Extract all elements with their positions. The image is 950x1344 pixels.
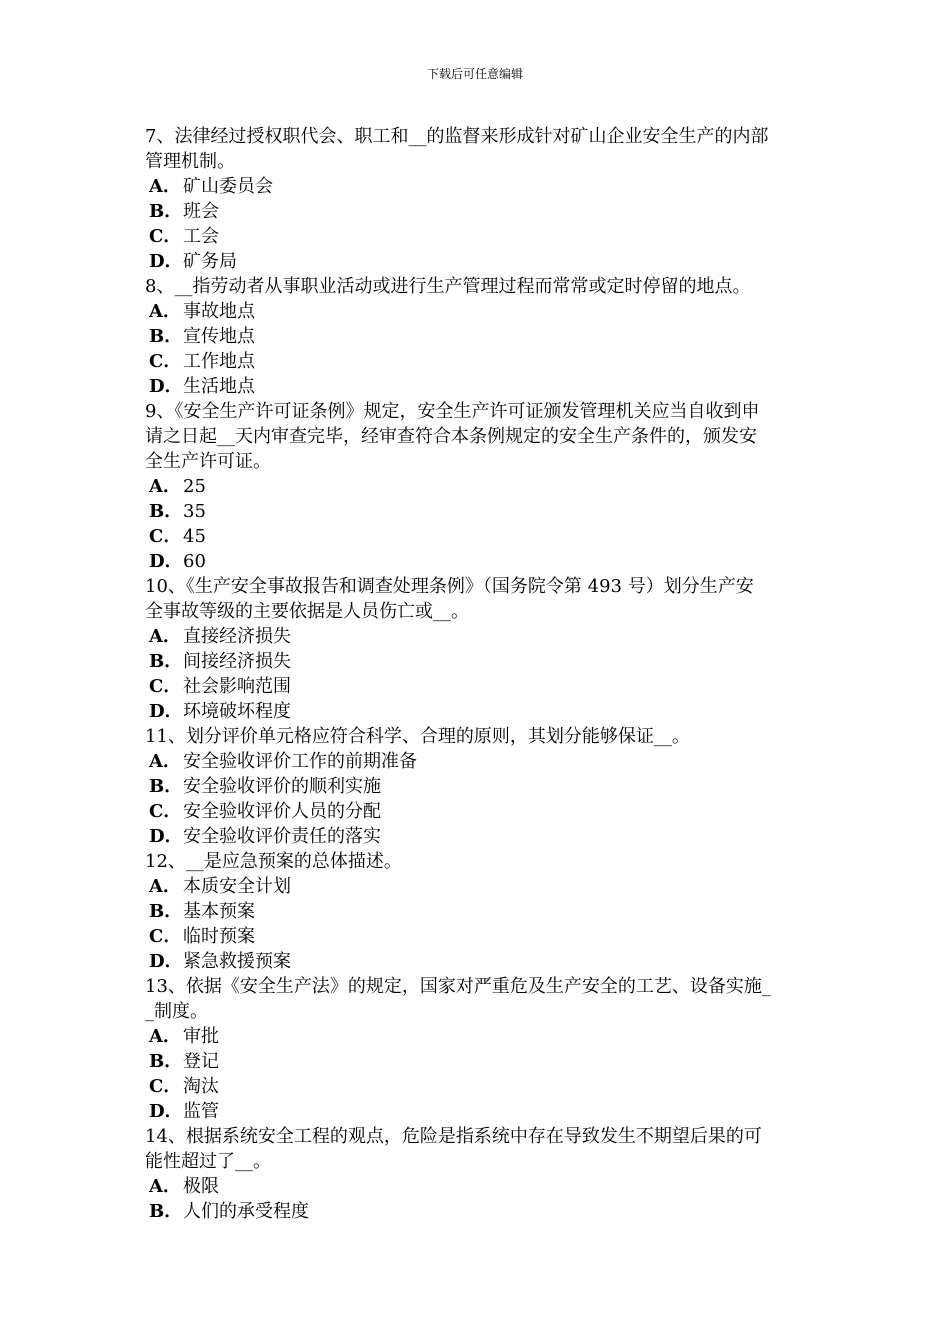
option-text: 登记 — [183, 1051, 219, 1072]
answer-option — [145, 874, 810, 899]
question-text-line: 全事故等级的主要依据是人员伤亡或__。 — [145, 601, 469, 622]
option-letter: C． — [149, 526, 182, 547]
option-letter: A． — [149, 301, 181, 322]
option-letter: C． — [149, 676, 182, 697]
question-text-line: 10、《生产安全事故报告和调查处理条例》（国务院令第 493 号）划分生产安 — [145, 576, 754, 597]
option-text: 安全验收评价工作的前期准备 — [183, 751, 417, 772]
option-text: 工作地点 — [183, 351, 255, 372]
option-letter: B． — [149, 1051, 183, 1072]
option-letter: C． — [149, 926, 182, 947]
answer-option — [145, 549, 810, 574]
option-letter: B． — [149, 901, 183, 922]
option-text: 临时预案 — [183, 926, 255, 947]
option-text: 安全验收评价责任的落实 — [183, 826, 381, 847]
option-letter: B． — [149, 201, 183, 222]
question-list — [145, 124, 810, 1224]
option-text: 生活地点 — [183, 376, 255, 397]
option-letter: D． — [149, 951, 183, 972]
option-text: 监管 — [183, 1101, 219, 1122]
option-text: 45 — [183, 526, 206, 547]
option-letter: C． — [149, 226, 182, 247]
answer-option — [145, 899, 810, 924]
question-block — [145, 974, 810, 1124]
answer-option — [145, 374, 810, 399]
option-text: 安全验收评价人员的分配 — [183, 801, 381, 822]
answer-option — [145, 774, 810, 799]
answer-option — [145, 524, 810, 549]
question-block — [145, 399, 810, 574]
answer-option — [145, 349, 810, 374]
answer-option — [145, 1024, 810, 1049]
option-text: 安全验收评价的顺利实施 — [183, 776, 381, 797]
option-letter: A． — [149, 1176, 181, 1197]
option-letter: D． — [149, 1101, 183, 1122]
option-text: 35 — [183, 501, 206, 522]
option-letter: A． — [149, 876, 181, 897]
page-header: 下载后可任意编辑 — [426, 67, 523, 81]
question-block — [145, 724, 810, 849]
answer-option — [145, 924, 810, 949]
option-letter: C． — [149, 351, 182, 372]
answer-option — [145, 174, 810, 199]
option-text: 班会 — [183, 201, 219, 222]
option-text: 间接经济损失 — [183, 651, 291, 672]
question-text-line: 8、__指劳动者从事职业活动或进行生产管理过程而常常或定时停留的地点。 — [145, 276, 751, 297]
option-text: 宣传地点 — [183, 326, 255, 347]
option-letter: A． — [149, 1026, 181, 1047]
answer-option — [145, 799, 810, 824]
option-text: 25 — [183, 476, 206, 497]
option-letter: A． — [149, 176, 181, 197]
question-block — [145, 574, 810, 724]
answer-option — [145, 649, 810, 674]
option-letter: C． — [149, 801, 182, 822]
option-letter: B． — [149, 776, 183, 797]
option-text: 直接经济损失 — [183, 626, 291, 647]
question-text-line: 9、《安全生产许可证条例》规定，安全生产许可证颁发管理机关应当自收到申 — [145, 401, 760, 422]
question-text-line: 11、划分评价单元格应符合科学、合理的原则，其划分能够保证__。 — [145, 726, 690, 747]
answer-option — [145, 199, 810, 224]
option-letter: A． — [149, 626, 181, 647]
option-text: 基本预案 — [183, 901, 255, 922]
question-block — [145, 124, 810, 274]
answer-option — [145, 749, 810, 774]
answer-option — [145, 674, 810, 699]
option-letter: A． — [149, 751, 181, 772]
option-text: 事故地点 — [183, 301, 255, 322]
option-text: 环境破坏程度 — [183, 701, 291, 722]
option-text: 审批 — [183, 1026, 219, 1047]
answer-option — [145, 1174, 810, 1199]
question-text-line: 全生产许可证。 — [145, 451, 271, 472]
option-letter: B． — [149, 651, 183, 672]
question-text-line: 12、__是应急预案的总体描述。 — [145, 851, 402, 872]
question-text-line: 14、根据系统安全工程的观点，危险是指系统中存在导致发生不期望后果的可 — [145, 1126, 762, 1147]
answer-option — [145, 699, 810, 724]
option-text: 工会 — [183, 226, 219, 247]
question-text-line: 请之日起__天内审查完毕，经审查符合本条例规定的安全生产条件的，颁发安 — [145, 426, 757, 447]
answer-option — [145, 1049, 810, 1074]
question-block — [145, 274, 810, 399]
answer-option — [145, 499, 810, 524]
option-letter: B． — [149, 326, 183, 347]
option-letter: D． — [149, 551, 183, 572]
option-letter: B． — [149, 501, 183, 522]
question-block — [145, 1124, 810, 1224]
option-text: 人们的承受程度 — [183, 1201, 309, 1222]
answer-option — [145, 624, 810, 649]
option-letter: D． — [149, 376, 183, 397]
answer-option — [145, 1074, 810, 1099]
option-letter: D． — [149, 251, 183, 272]
answer-option — [145, 824, 810, 849]
option-text: 矿山委员会 — [183, 176, 273, 197]
option-text: 极限 — [183, 1176, 219, 1197]
question-text-line: 7、法律经过授权职代会、职工和__的监督来形成针对矿山企业安全生产的内部 — [145, 126, 769, 147]
option-text: 矿务局 — [183, 251, 237, 272]
option-letter: D． — [149, 701, 183, 722]
question-block — [145, 849, 810, 974]
option-text: 本质安全计划 — [183, 876, 291, 897]
answer-option — [145, 224, 810, 249]
answer-option — [145, 1199, 810, 1224]
option-letter: D． — [149, 826, 183, 847]
answer-option — [145, 474, 810, 499]
answer-option — [145, 299, 810, 324]
option-text: 60 — [183, 551, 206, 572]
question-text-line: _制度。 — [145, 1001, 208, 1022]
question-text-line: 能性超过了__。 — [145, 1151, 271, 1172]
option-letter: C． — [149, 1076, 182, 1097]
option-text: 淘汰 — [183, 1076, 219, 1097]
answer-option — [145, 1099, 810, 1124]
option-text: 社会影响范围 — [183, 676, 291, 697]
option-letter: A． — [149, 476, 181, 497]
answer-option — [145, 949, 810, 974]
answer-option — [145, 249, 810, 274]
question-text-line: 13、依据《安全生产法》的规定，国家对严重危及生产安全的工艺、设备实施_ — [145, 976, 771, 997]
answer-option — [145, 324, 810, 349]
question-text-line: 管理机制。 — [145, 151, 235, 172]
option-text: 紧急救援预案 — [183, 951, 291, 972]
option-letter: B． — [149, 1201, 183, 1222]
